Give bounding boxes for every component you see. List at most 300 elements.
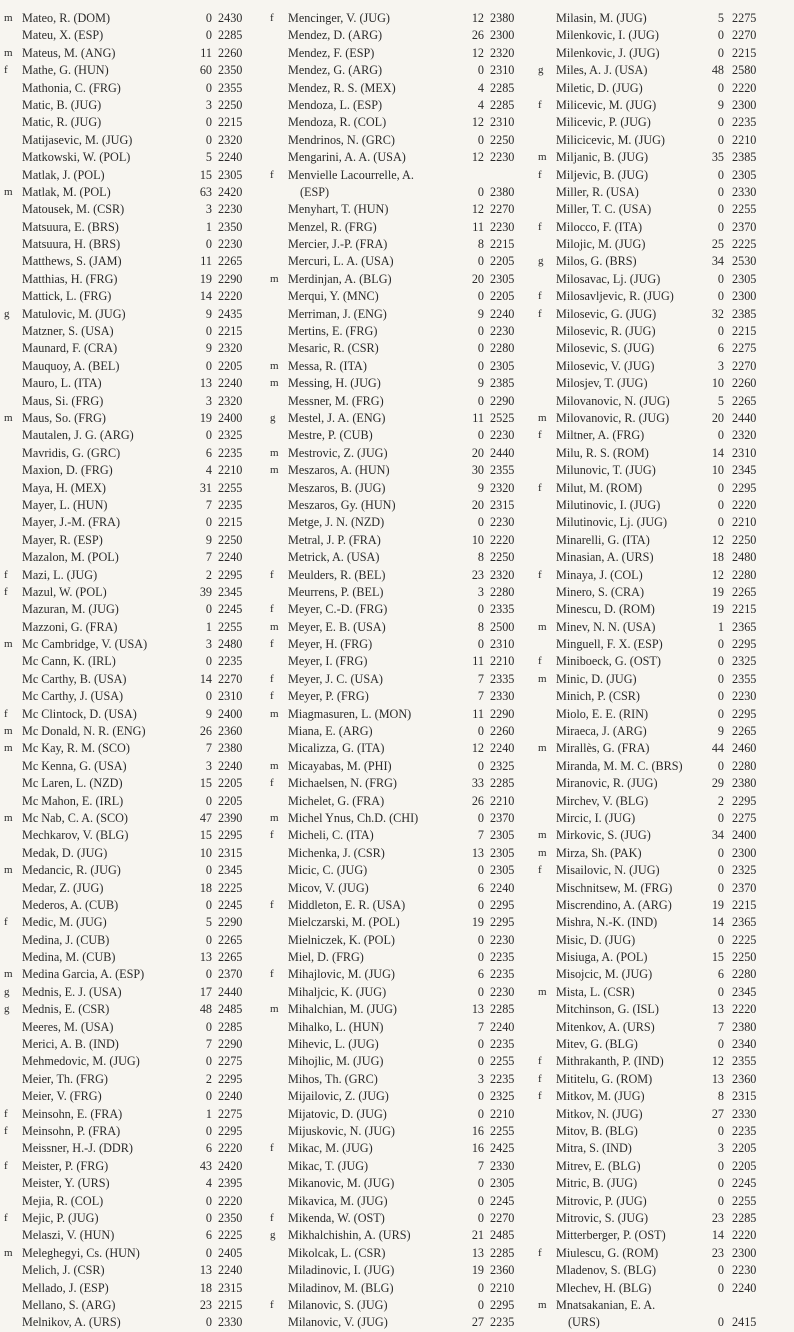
rating-value: 2305 bbox=[490, 845, 515, 860]
player-name: Matsuura, E. (BRS) bbox=[22, 219, 119, 234]
player-entry bbox=[4, 1175, 270, 1192]
player-entry bbox=[538, 340, 790, 357]
title-prefix: m bbox=[4, 811, 13, 824]
player-name: Miladinovic, I. (JUG) bbox=[288, 1263, 395, 1278]
player-name: Mendez, R. S. (MEX) bbox=[288, 80, 396, 95]
player-entry bbox=[270, 949, 538, 966]
title-prefix: f bbox=[538, 98, 542, 111]
games-count: 0 bbox=[205, 1245, 212, 1260]
player-entry bbox=[538, 45, 790, 62]
player-entry bbox=[270, 1053, 538, 1070]
games-count: 3 bbox=[477, 1071, 484, 1086]
player-name: Mikavica, M. (JUG) bbox=[288, 1193, 388, 1208]
player-name: Mlechev, H. (BLG) bbox=[556, 1280, 652, 1295]
player-entry bbox=[4, 253, 270, 270]
rating-value: 2330 bbox=[732, 184, 757, 199]
player-name: Medina, M. (CUB) bbox=[22, 950, 116, 965]
player-entry bbox=[538, 1053, 790, 1070]
title-prefix: m bbox=[538, 151, 547, 164]
player-entry bbox=[270, 601, 538, 618]
player-entry bbox=[4, 358, 270, 375]
rating-value: 2295 bbox=[218, 828, 243, 843]
player-entry bbox=[4, 271, 270, 288]
games-count: 11 bbox=[472, 706, 484, 721]
player-entry bbox=[4, 984, 270, 1001]
player-name: Matijasevic, M. (JUG) bbox=[22, 132, 133, 147]
player-entry bbox=[270, 306, 538, 323]
rating-value: 2370 bbox=[732, 219, 757, 234]
rating-value: 2420 bbox=[218, 184, 243, 199]
games-count: 0 bbox=[205, 1089, 212, 1104]
player-name: Matic, R. (JUG) bbox=[22, 115, 102, 130]
rating-value: 2235 bbox=[218, 654, 243, 669]
title-prefix: m bbox=[4, 12, 13, 24]
rating-value: 2285 bbox=[490, 776, 515, 791]
player-name: Mitkov, M. (JUG) bbox=[556, 1089, 645, 1104]
games-count: 35 bbox=[711, 150, 724, 165]
player-name: Mijailovic, Z. (JUG) bbox=[288, 1089, 389, 1104]
rating-value: 2230 bbox=[732, 1263, 757, 1278]
rating-value: 2330 bbox=[490, 1158, 515, 1173]
player-name: Mirchev, V. (BLG) bbox=[556, 793, 649, 808]
player-name: Mautalen, J. G. (ARG) bbox=[22, 428, 134, 443]
rating-value: 2215 bbox=[218, 1297, 243, 1312]
title-prefix: f bbox=[270, 12, 274, 24]
player-entry bbox=[270, 740, 538, 757]
player-entry bbox=[270, 1036, 538, 1053]
rating-value: 2270 bbox=[732, 28, 757, 43]
rating-value: 2305 bbox=[490, 828, 515, 843]
games-count: 0 bbox=[717, 132, 724, 147]
games-count: 7 bbox=[477, 1019, 484, 1034]
rating-value: 2335 bbox=[490, 671, 515, 686]
player-entry bbox=[270, 758, 538, 775]
rating-value: 2250 bbox=[732, 532, 757, 547]
player-entry bbox=[538, 427, 790, 444]
games-count: 43 bbox=[199, 1158, 212, 1173]
player-name: Meszaros, Gy. (HUN) bbox=[288, 497, 396, 512]
player-entry bbox=[4, 288, 270, 305]
player-name: Mikac, T. (JUG) bbox=[288, 1158, 369, 1173]
player-name: Miolo, E. E. (RIN) bbox=[556, 706, 649, 721]
player-name: Mateu, X. (ESP) bbox=[22, 28, 104, 43]
player-name: Maus, Si. (FRG) bbox=[22, 393, 104, 408]
rating-value: 2325 bbox=[732, 654, 757, 669]
player-entry bbox=[538, 914, 790, 931]
player-name: Mayer, R. (ESP) bbox=[22, 532, 103, 547]
player-name: Meyer, J. C. (USA) bbox=[288, 671, 383, 686]
games-count: 7 bbox=[717, 1019, 724, 1034]
player-name: Meeres, M. (USA) bbox=[22, 1019, 114, 1034]
games-count: 15 bbox=[199, 828, 212, 843]
rating-value: 2220 bbox=[218, 1141, 243, 1156]
player-name: Miana, E. (ARG) bbox=[288, 724, 373, 739]
player-name: Milutinovic, Lj. (JUG) bbox=[556, 515, 668, 530]
player-entry bbox=[270, 375, 538, 392]
rating-value: 2210 bbox=[490, 654, 515, 669]
player-entry bbox=[4, 1297, 270, 1314]
player-entry bbox=[4, 862, 270, 879]
rating-value: 2290 bbox=[490, 393, 515, 408]
player-entry bbox=[538, 62, 790, 79]
games-count: 0 bbox=[477, 515, 484, 530]
rating-value: 2435 bbox=[218, 306, 243, 321]
player-entry bbox=[538, 445, 790, 462]
player-name: Milovanovic, R. (JUG) bbox=[556, 410, 670, 425]
rating-value: 2275 bbox=[732, 11, 757, 25]
games-count: 0 bbox=[717, 80, 724, 95]
rating-value: 2345 bbox=[732, 984, 757, 999]
games-count: 0 bbox=[717, 689, 724, 704]
rating-value: 2230 bbox=[218, 202, 243, 217]
rating-value: 2225 bbox=[218, 880, 243, 895]
rating-value: 2310 bbox=[218, 689, 243, 704]
games-count: 8 bbox=[717, 1089, 724, 1104]
games-count: 6 bbox=[717, 967, 724, 982]
player-entry bbox=[4, 636, 270, 653]
games-count: 0 bbox=[477, 602, 484, 617]
rating-value: 2210 bbox=[218, 463, 243, 478]
player-name: Matzner, S. (USA) bbox=[22, 324, 114, 339]
rating-value: 2270 bbox=[218, 671, 243, 686]
title-prefix: f bbox=[4, 585, 8, 598]
title-prefix: f bbox=[4, 707, 8, 720]
player-entry bbox=[270, 62, 538, 79]
rating-value: 2235 bbox=[732, 115, 757, 130]
player-name: Mikanovic, M. (JUG) bbox=[288, 1176, 395, 1191]
player-entry bbox=[270, 984, 538, 1001]
games-count: 9 bbox=[477, 480, 484, 495]
games-count: 20 bbox=[471, 271, 484, 286]
player-entry bbox=[270, 1280, 538, 1297]
rating-value: 2380 bbox=[732, 1019, 757, 1034]
rating-value: 2380 bbox=[490, 184, 515, 199]
player-name: Mielniczek, K. (POL) bbox=[288, 932, 395, 947]
games-count: 0 bbox=[205, 115, 212, 130]
games-count: 0 bbox=[717, 1158, 724, 1173]
title-prefix: m bbox=[538, 829, 547, 842]
player-name: Meinsohn, P. (FRA) bbox=[22, 1124, 121, 1138]
player-name: Michelet, G. (FRA) bbox=[288, 793, 385, 808]
games-count: 4 bbox=[477, 80, 484, 95]
rating-value: 2440 bbox=[218, 984, 243, 999]
rating-value: 2285 bbox=[218, 28, 243, 43]
player-entry bbox=[270, 567, 538, 584]
rating-value: 2275 bbox=[218, 1106, 243, 1121]
games-count: 3 bbox=[717, 1141, 724, 1156]
games-count: 12 bbox=[471, 115, 484, 130]
player-name: Milut, M. (ROM) bbox=[556, 480, 642, 495]
player-name: Mihaljcic, K. (JUG) bbox=[288, 984, 387, 999]
games-count: 12 bbox=[711, 567, 724, 582]
games-count: 4 bbox=[477, 97, 484, 112]
title-prefix: f bbox=[270, 690, 274, 703]
player-entry bbox=[4, 10, 270, 27]
player-name: Matulovic, M. (JUG) bbox=[22, 306, 126, 321]
games-count: 2 bbox=[205, 567, 212, 582]
games-count: 3 bbox=[717, 358, 724, 373]
player-entry bbox=[538, 306, 790, 323]
player-name: Miles, A. J. (USA) bbox=[556, 63, 648, 78]
player-name: Mitrovic, S. (JUG) bbox=[556, 1210, 649, 1225]
player-name: Matkowski, W. (POL) bbox=[22, 150, 131, 165]
games-count: 0 bbox=[717, 1037, 724, 1052]
games-count: 13 bbox=[471, 1002, 484, 1017]
games-count: 0 bbox=[477, 1193, 484, 1208]
games-count: 5 bbox=[205, 915, 212, 930]
player-entry bbox=[4, 1280, 270, 1297]
games-count: 3 bbox=[205, 758, 212, 773]
games-count: 12 bbox=[471, 202, 484, 217]
games-count: 0 bbox=[717, 45, 724, 60]
games-count: 8 bbox=[477, 550, 484, 565]
player-entry bbox=[538, 271, 790, 288]
player-name: Mavridis, G. (GRC) bbox=[22, 445, 121, 460]
rating-value: 2305 bbox=[490, 863, 515, 878]
games-count: 0 bbox=[717, 654, 724, 669]
rating-value: 2295 bbox=[732, 793, 757, 808]
games-count: 0 bbox=[205, 80, 212, 95]
games-count: 4 bbox=[205, 1176, 212, 1191]
player-entry bbox=[4, 601, 270, 618]
rating-value: 2335 bbox=[490, 602, 515, 617]
player-entry bbox=[270, 688, 538, 705]
rating-value: 2315 bbox=[218, 845, 243, 860]
player-name: Mihalchian, M. (JUG) bbox=[288, 1002, 397, 1017]
rating-value: 2255 bbox=[218, 480, 243, 495]
games-count: 0 bbox=[717, 219, 724, 234]
player-name: Matousek, M. (CSR) bbox=[22, 202, 125, 217]
rating-value: 2235 bbox=[490, 1315, 515, 1330]
games-count: 14 bbox=[199, 671, 212, 686]
rating-value: 2245 bbox=[218, 602, 243, 617]
player-entry bbox=[538, 393, 790, 410]
player-name: Micayabas, M. (PHI) bbox=[288, 758, 392, 773]
player-entry bbox=[270, 427, 538, 444]
player-entry bbox=[538, 1140, 790, 1157]
player-entry bbox=[4, 584, 270, 601]
games-count: 15 bbox=[199, 167, 212, 182]
games-count: 0 bbox=[205, 689, 212, 704]
games-count: 13 bbox=[199, 1263, 212, 1278]
rating-value: 2240 bbox=[218, 150, 243, 165]
games-count: 0 bbox=[477, 984, 484, 999]
title-prefix: f bbox=[538, 655, 542, 668]
games-count: 0 bbox=[477, 1037, 484, 1052]
player-name: Mendrinos, N. (GRC) bbox=[288, 132, 395, 147]
rating-value: 2240 bbox=[732, 1280, 757, 1295]
games-count: 14 bbox=[199, 289, 212, 304]
games-count: 13 bbox=[199, 376, 212, 391]
rating-value: 2295 bbox=[732, 637, 757, 652]
title-prefix: f bbox=[270, 603, 274, 616]
rating-value: 2345 bbox=[218, 863, 243, 878]
rating-value: 2250 bbox=[218, 97, 243, 112]
games-count: 10 bbox=[711, 376, 724, 391]
player-name: Mc Nab, C. A. (SCO) bbox=[22, 810, 128, 825]
games-count: 39 bbox=[199, 584, 212, 599]
player-entry bbox=[270, 445, 538, 462]
title-prefix: f bbox=[270, 898, 274, 911]
player-name: Minaya, J. (COL) bbox=[556, 567, 643, 582]
games-count: 3 bbox=[477, 584, 484, 599]
title-prefix: f bbox=[270, 568, 274, 581]
games-count: 6 bbox=[205, 1141, 212, 1156]
player-name: Milosjev, T. (JUG) bbox=[556, 376, 648, 391]
rating-value: 2265 bbox=[218, 932, 243, 947]
games-count: 13 bbox=[471, 1245, 484, 1260]
games-count: 0 bbox=[477, 1210, 484, 1225]
player-entry bbox=[4, 45, 270, 62]
player-name: Miller, R. (USA) bbox=[556, 184, 639, 199]
rating-value: 2220 bbox=[490, 532, 515, 547]
rating-value: 2230 bbox=[490, 150, 515, 165]
games-count: 0 bbox=[205, 1019, 212, 1034]
player-name: Mirallès, G. (FRA) bbox=[556, 741, 650, 756]
rating-value: 2255 bbox=[490, 1124, 515, 1138]
rating-value: 2295 bbox=[490, 1297, 515, 1312]
games-count: 3 bbox=[205, 393, 212, 408]
player-name: Mendez, F. (ESP) bbox=[288, 45, 375, 60]
player-entry bbox=[4, 1001, 270, 1018]
player-entry bbox=[538, 514, 790, 531]
player-entry bbox=[538, 480, 790, 497]
title-prefix: f bbox=[538, 481, 542, 494]
player-name: Mc Kenna, G. (USA) bbox=[22, 758, 127, 773]
player-name: Mazul, W. (POL) bbox=[22, 584, 107, 599]
player-name: Mitov, B. (BLG) bbox=[556, 1124, 638, 1138]
player-name: Mikolcak, L. (CSR) bbox=[288, 1245, 386, 1260]
games-count: 0 bbox=[205, 428, 212, 443]
games-count: 19 bbox=[199, 271, 212, 286]
player-entry bbox=[270, 862, 538, 879]
games-count: 23 bbox=[199, 1297, 212, 1312]
player-entry bbox=[4, 810, 270, 827]
games-count: 0 bbox=[717, 706, 724, 721]
player-entry bbox=[270, 636, 538, 653]
player-name: Mellado, J. (ESP) bbox=[22, 1280, 109, 1295]
games-count: 0 bbox=[477, 393, 484, 408]
player-entry bbox=[538, 775, 790, 792]
player-entry bbox=[4, 758, 270, 775]
games-count: 0 bbox=[205, 1054, 212, 1069]
player-name: Melaszi, V. (HUN) bbox=[22, 1228, 115, 1243]
player-name: Mesaric, R. (CSR) bbox=[288, 341, 379, 356]
player-name: Meleghegyi, Cs. (HUN) bbox=[22, 1245, 140, 1260]
player-name: Minasian, A. (URS) bbox=[556, 550, 654, 565]
player-entry bbox=[270, 532, 538, 549]
title-prefix: m bbox=[270, 464, 279, 477]
player-name: Mathonia, C. (FRG) bbox=[22, 80, 121, 95]
player-entry bbox=[538, 966, 790, 983]
player-name: Mestrovic, Z. (JUG) bbox=[288, 445, 388, 460]
rating-value: 2220 bbox=[732, 497, 757, 512]
games-count: 0 bbox=[477, 897, 484, 912]
rating-value: 2350 bbox=[218, 1210, 243, 1225]
rating-value: 2440 bbox=[732, 410, 757, 425]
games-count: 0 bbox=[717, 758, 724, 773]
player-entry bbox=[538, 619, 790, 636]
player-entry bbox=[270, 358, 538, 375]
rating-value: 2365 bbox=[732, 915, 757, 930]
games-count: 0 bbox=[477, 341, 484, 356]
games-count: 0 bbox=[477, 724, 484, 739]
games-count: 0 bbox=[717, 289, 724, 304]
title-prefix: f bbox=[270, 168, 274, 181]
rating-value: 2380 bbox=[732, 776, 757, 791]
rating-value: 2270 bbox=[732, 358, 757, 373]
player-name: Melnikov, A. (URS) bbox=[22, 1315, 121, 1330]
player-name: Mestre, P. (CUB) bbox=[288, 428, 373, 443]
player-name: Mayer, J.-M. (FRA) bbox=[22, 515, 121, 530]
games-count: 0 bbox=[477, 428, 484, 443]
rating-value: 2320 bbox=[490, 480, 515, 495]
games-count: 0 bbox=[477, 1089, 484, 1104]
player-name: Mladenov, S. (BLG) bbox=[556, 1263, 657, 1278]
title-prefix: m bbox=[270, 359, 279, 372]
title-prefix: m bbox=[4, 46, 13, 59]
rating-value: 2310 bbox=[490, 63, 515, 78]
games-count: 0 bbox=[205, 897, 212, 912]
rating-value: 2205 bbox=[732, 1158, 757, 1173]
player-entry bbox=[4, 688, 270, 705]
rating-value: 2220 bbox=[732, 1228, 757, 1243]
player-entry bbox=[270, 1193, 538, 1210]
games-count: 7 bbox=[205, 741, 212, 756]
games-count: 15 bbox=[711, 950, 724, 965]
rating-value: 2250 bbox=[218, 532, 243, 547]
games-count: 19 bbox=[471, 915, 484, 930]
player-name: Matlak, M. (POL) bbox=[22, 184, 111, 199]
title-prefix: m bbox=[270, 759, 279, 772]
games-count: 11 bbox=[472, 410, 484, 425]
rating-value: 2300 bbox=[732, 97, 757, 112]
player-entry bbox=[4, 306, 270, 323]
rating-value: 2285 bbox=[490, 97, 515, 112]
player-name: Mayer, L. (HUN) bbox=[22, 497, 108, 512]
player-name: Mihos, Th. (GRC) bbox=[288, 1071, 378, 1086]
player-name: Menzel, R. (FRG) bbox=[288, 219, 377, 234]
rating-value: 2320 bbox=[218, 393, 243, 408]
title-prefix: m bbox=[270, 811, 279, 824]
rating-value: 2215 bbox=[732, 45, 757, 60]
player-entry bbox=[270, 897, 538, 914]
games-count: 19 bbox=[199, 410, 212, 425]
player-name: Milocco, F. (ITA) bbox=[556, 219, 643, 234]
games-count: 48 bbox=[199, 1002, 212, 1017]
player-name: Meyer, H. (FRG) bbox=[288, 637, 373, 652]
player-name: Minescu, D. (ROM) bbox=[556, 602, 655, 617]
player-name: Mithrakanth, P. (IND) bbox=[556, 1054, 664, 1069]
player-entry bbox=[538, 1245, 790, 1262]
rating-value: 2230 bbox=[490, 219, 515, 234]
player-name: Minguell, F. X. (ESP) bbox=[556, 637, 663, 652]
rating-value: 2270 bbox=[490, 1210, 515, 1225]
player-name: Mihevic, L. (JUG) bbox=[288, 1037, 379, 1052]
player-entry bbox=[270, 1262, 538, 1279]
games-count: 18 bbox=[199, 1280, 212, 1295]
games-count: 34 bbox=[711, 828, 724, 843]
rating-value: 2360 bbox=[732, 1071, 757, 1086]
player-entry bbox=[4, 1193, 270, 1210]
player-name: Milanovic, S. (JUG) bbox=[288, 1297, 388, 1312]
games-count: 0 bbox=[477, 184, 484, 199]
rating-value: 2245 bbox=[218, 897, 243, 912]
rating-value: 2330 bbox=[218, 1315, 243, 1330]
rating-value: 2230 bbox=[490, 515, 515, 530]
player-entry bbox=[270, 671, 538, 688]
player-name: Matthews, S. (JAM) bbox=[22, 254, 122, 269]
